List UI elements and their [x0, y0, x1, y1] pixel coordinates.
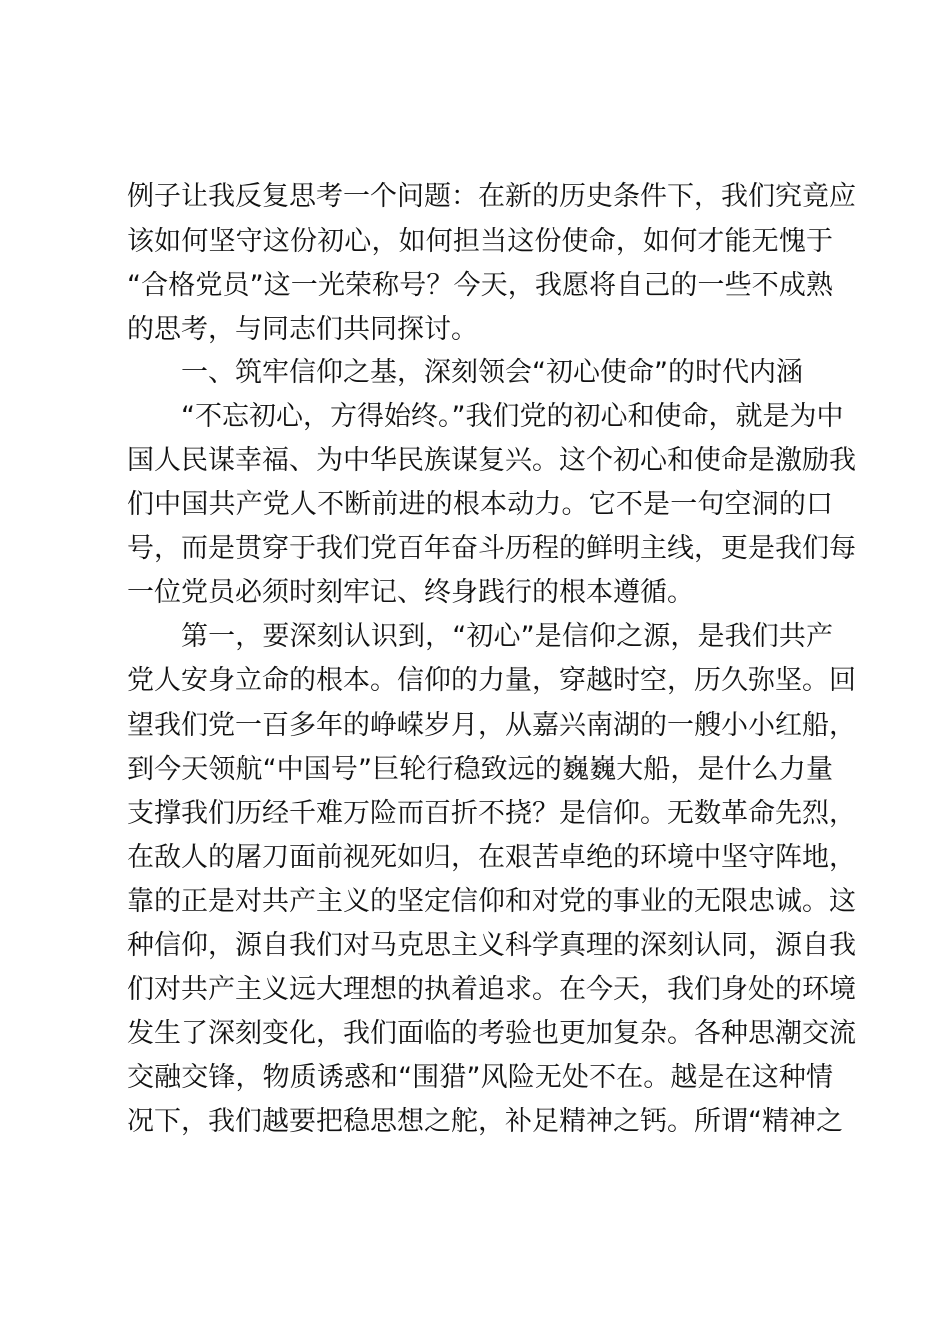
paragraph-line: 例子让我反复思考一个问题：在新的历史条件下，我们究竟应 [127, 181, 856, 212]
paragraph-line: 国人民谋幸福、为中华民族谋复兴。这个初心和使命是激励我 [127, 445, 856, 476]
paragraph-line: 到今天领航“中国号”巨轮行稳致远的巍巍大船，是什么力量 [127, 754, 833, 785]
paragraph-line: “合格党员”这一光荣称号？今天，我愿将自己的一些不成熟 [127, 270, 833, 301]
paragraph-line: 们对共产主义远大理想的执着追求。在今天，我们身处的环境 [127, 974, 856, 1005]
paragraph-line: 第一，要深刻认识到，“初心”是信仰之源，是我们共产 [181, 621, 833, 652]
paragraph-line: “不忘初心，方得始终。”我们党的初心和使命，就是为中 [181, 401, 844, 432]
paragraph-line: 号，而是贯穿于我们党百年奋斗历程的鲜明主线，更是我们每 [127, 533, 856, 564]
paragraph-line: 交融交锋，物质诱惑和“围猎”风险无处不在。越是在这种情 [127, 1062, 833, 1093]
paragraph-line: 况下，我们越要把稳思想之舵，补足精神之钙。所谓“精神之 [127, 1106, 843, 1137]
paragraph-line: 的思考，与同志们共同探讨。 [127, 314, 478, 345]
paragraph-line: 一位党员必须时刻牢记、终身践行的根本遵循。 [127, 577, 694, 608]
paragraph-line: 们中国共产党人不断前进的根本动力。它不是一句空洞的口 [127, 489, 833, 520]
paragraph-line: 望我们党一百多年的峥嵘岁月，从嘉兴南湖的一艘小小红船， [127, 710, 856, 741]
paragraph-line: 种信仰，源自我们对马克思主义科学真理的深刻认同，源自我 [127, 930, 856, 961]
paragraph-line: 党人安身立命的根本。信仰的力量，穿越时空，历久弥坚。回 [127, 665, 856, 696]
paragraph-line: 在敌人的屠刀面前视死如归，在艰苦卓绝的环境中坚守阵地， [127, 842, 856, 873]
paragraph-line: 发生了深刻变化，我们面临的考验也更加复杂。各种思潮交流 [127, 1018, 856, 1049]
paragraph-line: 该如何坚守这份初心，如何担当这份使命，如何才能无愧于 [127, 226, 833, 257]
section-heading: 一、筑牢信仰之基，深刻领会“初心使命”的时代内涵 [181, 357, 803, 388]
paragraph-line: 支撑我们历经千难万险而百折不挠？是信仰。无数革命先烈， [127, 798, 856, 829]
paragraph-line: 靠的正是对共产主义的坚定信仰和对党的事业的无限忠诚。这 [127, 886, 856, 917]
